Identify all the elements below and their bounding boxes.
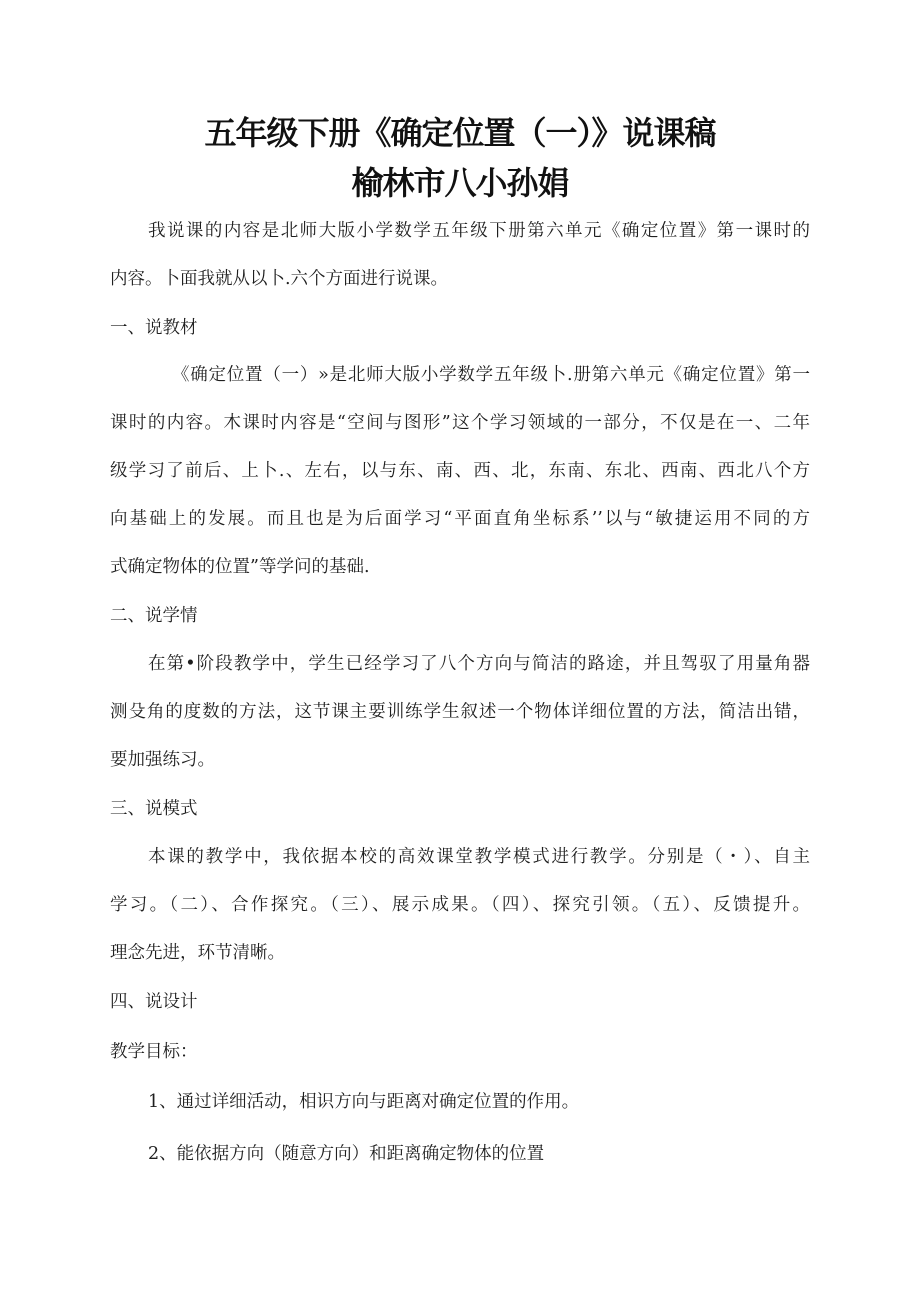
teaching-goal-1: 1、通过详细活动，相识方向与距离对确定位置的作用。	[148, 1092, 580, 1112]
teaching-goals-heading: 教学目标：	[110, 1042, 198, 1062]
mode-line-3: 理念先进，环节清晰。	[110, 943, 285, 963]
students-line-1: 在第•阶段教学中，学生已经学习了八个方向与简洁的路途，并且驾驭了用量角器	[148, 654, 810, 674]
document-author: 榆林市八小孙娟	[351, 164, 569, 202]
teaching-goal-2: 2、能依据方向（随意方向）和距离确定物体的位置	[148, 1144, 545, 1164]
textbook-line-3: 级学习了前后、上卜.、左右，以与东、南、西、北，东南、东北、西南、西北八个方	[110, 461, 810, 481]
textbook-line-1: 《确定位置（一）»是北师大版小学数学五年级卜.册第六单元《确定位置》第一	[172, 365, 810, 385]
students-line-2: 测殳角的度数的方法，这节课主要训练学生叙述一个物体详细位置的方法，简洁出错，	[110, 702, 810, 722]
mode-line-2: 学习。（二）、合作探究。（三）、展示成果。（四）、探究引领。（五）、反馈提升。	[110, 895, 810, 915]
section-heading-textbook: 一、说教材	[110, 318, 198, 338]
textbook-line-2: 课时的内容。木课时内容是“空间与图形”这个学习领域的一部分，不仅是在一、二年	[110, 413, 810, 433]
section-heading-students: 二、说学情	[110, 606, 198, 626]
intro-line-1: 我说课的内容是北师大版小学数学五年级下册第六单元《确定位置》第一课时的	[148, 221, 810, 241]
students-line-3: 要加强练习。	[110, 750, 215, 770]
section-heading-design: 四、说设计	[110, 992, 198, 1012]
section-heading-mode: 三、说模式	[110, 799, 198, 819]
mode-line-1: 本课的教学中，我依据本校的高效课堂教学模式进行教学。分别是（・）、自主	[148, 847, 810, 867]
textbook-line-5: 式确定物体的位置”等学问的基础.	[110, 557, 370, 577]
document-title: 五年级下册《确定位置（一）》说课稿	[204, 114, 716, 152]
intro-line-2: 内容。卜面我就从以卜.六个方面进行说课。	[110, 269, 449, 289]
textbook-line-4: 向基础上的发展。而且也是为后面学习“平面直角坐标系’’以与“敏捷运用不同的方	[110, 509, 810, 529]
